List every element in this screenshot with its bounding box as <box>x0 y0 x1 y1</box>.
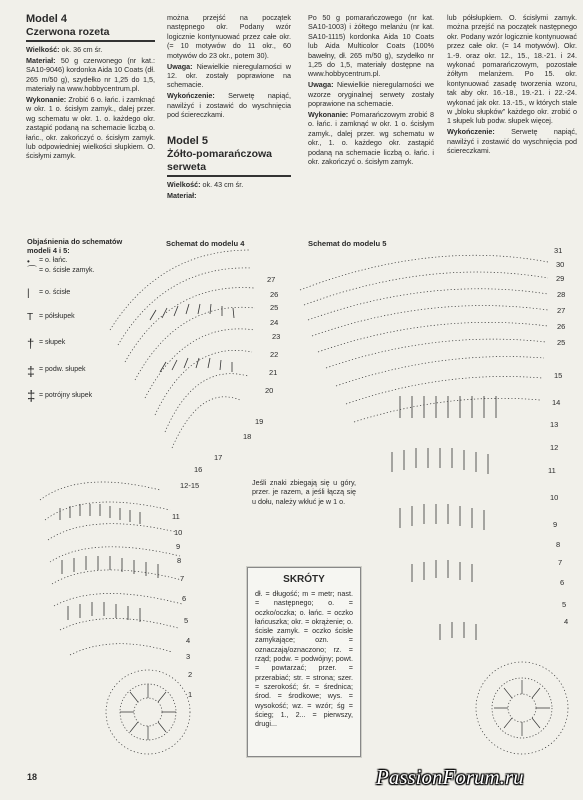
schema4-row-26: 26 <box>270 290 279 299</box>
model5-instructions-cont: lub półsłupkiem. O. ścisłymi zamyk. można przejść na początek następnego okr. Podany wzór logicznie kontynuować przez całe okr. (= 14 motywów). Okr. 1.-9. oraz okr. 12., 15., 18.-21. i 24. wykonać pomarańczowym, pozostałe żółtym melanżem. Po 15. okr. kontynuować zasadę tworzenia wzoru, tak aby okr. 16.-18., 19.-21. i 22.-24. wykonać jak okr. 13.-15., w których stale w „bloku słupków” każdego okr. zrobić o 1 słupek lub podw. słupek więcej. <box>447 13 577 126</box>
schema5-row-26: 26 <box>557 322 566 331</box>
schema4-row-11: 11 <box>172 512 180 521</box>
legend-double: † = słupek <box>27 336 66 351</box>
schema4-row-3: 3 <box>186 652 191 661</box>
schema4-row-17: 17 <box>214 453 223 462</box>
abbreviations-text: dł. = długość; m = metr; nast. = następnego; o. = oczko/oczka; o. łańc. = oczko łańcuszka; okr. = okrążenie; o. ścisłe zamyk. = oczko ścisłe zamykające; ozn. = oznaczają/oznaczono; rz. = rząd; podw. = podwójny; powt. = powtarzać; przer. = przerabiać; str. = strona; szer. = szerokość; śr. = średnica; środ. = środkowe; wys. = wysokość; wz. = wzór; śg = ścieg; 1., 2... = pierwszy, drugi... <box>255 589 353 729</box>
schema5-row-29: 29 <box>556 274 565 283</box>
schema4-row-7: 7 <box>180 574 185 583</box>
schema4-row-19: 19 <box>255 417 264 426</box>
schema5-caption: Schemat do modelu 5 <box>308 239 387 248</box>
schema4-row-16: 16 <box>194 465 203 474</box>
legend-half-double: T = półsłupek <box>27 312 75 323</box>
schema4-row-5: 5 <box>184 616 189 625</box>
legend-treble: ‡ = podw. słupek <box>27 363 86 379</box>
schema4-row-18: 18 <box>243 432 252 441</box>
schema5-row-14: 14 <box>552 398 561 407</box>
schema4-row-27: 27 <box>267 275 276 284</box>
schema4-row-23: 23 <box>272 332 281 341</box>
legend-title-2: modeli 4 i 5: <box>27 246 70 255</box>
model4-material: Materiał: 50 g czerwonego (nr kat.: SA10-9046) kordonka Aida 10 Coats (dł. 265 m/50 g), szydełko nr 1,25 do 1,5, materiały na www.hobbycentrum.pl. <box>26 55 155 94</box>
schema4-row-9: 9 <box>176 542 181 551</box>
legend-title-1: Objaśnienia do schematów <box>27 237 123 246</box>
schema4-row-25: 25 <box>270 303 279 312</box>
legend-chain: • = o. łańc. <box>27 257 68 266</box>
schema5-row-13: 13 <box>550 420 559 429</box>
schema4-row-4: 4 <box>186 636 191 645</box>
schema4-row-2: 2 <box>188 670 193 679</box>
model4-instructions-cont: można przejść na początek następnego okr. Podany wzór logicznie kontynuować przez całe okr. (= 10 motywów do 11 okr., 60 motywów do 23 okr., potem 30). <box>167 13 291 60</box>
schema5-row-5: 5 <box>562 600 567 609</box>
schema5-row-6: 6 <box>560 578 565 587</box>
schema5-row-9: 9 <box>553 520 558 529</box>
schema4-row-20: 20 <box>265 386 274 395</box>
model4-note: Uwaga: Niewielkie nieregularności w 12. okr. zostały poprawione na schemacie. <box>167 61 291 90</box>
page-number: 18 <box>27 772 38 782</box>
model5-note: Uwaga: Niewielkie nieregularności we wzorze oryginalnej serwety zostały poprawione na schemacie. <box>308 80 434 109</box>
model4-instructions: Wykonanie: Zrobić 6 o. łańc. i zamknąć w okr. 1 o. ścisłym zamyk., dalej przer. wg schematu w okr. 1. o. każdego okr. zastąpić podaną na schemacie liczbą o. łańc., okr. zakończyć o. ścisłym zamyk. lub odpowiedniej wielkości słupkiem. O. ścisłymi zamyk. <box>26 95 155 161</box>
legend-slip-stitch: ⌒ = o. ścisłe zamyk. <box>27 266 95 277</box>
schema4-row-8: 8 <box>177 556 182 565</box>
schema5-row-25: 25 <box>557 338 566 347</box>
schema4-caption: Schemat do modelu 4 <box>166 239 245 248</box>
schema5-row-10: 10 <box>550 493 559 502</box>
schema5-row-28: 28 <box>557 290 566 299</box>
model5-size: Wielkość: ok. 43 cm śr. <box>167 180 244 189</box>
schema4-row-1: 1 <box>188 690 193 699</box>
schema5-row-27: 27 <box>557 306 566 315</box>
model4-subtitle: Czerwona rozeta <box>26 26 155 42</box>
model4-title: Model 4 <box>26 13 67 25</box>
model5-material-start: Materiał: <box>167 190 197 200</box>
schema5-row-15: 15 <box>554 371 563 380</box>
model5-title: Model 5 <box>167 135 208 147</box>
schema5-row-11: 11 <box>548 466 556 475</box>
model5-instructions: Wykonanie: Pomarańczowym zrobić 8 o. łańc. i zamknąć w okr. 1 o. ścisłym zamyk., dalej przer. wg schematu w okr., 1. o. każdego okr. zastąpić podaną na schemacie liczbą o. łańc. i okr. zakończyć o. ścisłym zamyk. <box>308 110 434 167</box>
schema4-row-22: 22 <box>270 350 279 359</box>
joining-note: Jeśli znaki zbiegają się u góry, przer. je razem, a jeśli łączą się u dołu, należy wkłuć je w 1 o. <box>252 478 356 506</box>
schema4-row-10: 10 <box>174 528 183 537</box>
schema4-row-12-15: 12-15 <box>180 481 200 490</box>
model5-material: Po 50 g pomarańczowego (nr kat. SA10-1003) i żółtego melanżu (nr kat. SA10-1115) kordonka Aida 10 Coats lub Aida Multicolor Coats (100% bawełny, dł. 265 m/50 g), szydełko nr 1,25 do 1,5, materiały dostępne na www.hobbycentrum.pl. <box>308 13 434 79</box>
abbreviations-title: SKRÓTY <box>283 574 325 585</box>
schema5-row-31: 31 <box>554 246 563 255</box>
schema5-row-30: 30 <box>556 260 565 269</box>
model4-size: Wielkość: ok. 36 cm śr. <box>26 45 103 54</box>
model5-finishing: Wykończenie: Serwetę napiąć, nawilżyć i zostawić do wyschnięcia pod ściereczkami. <box>447 127 577 156</box>
watermark: PassionForum.ru <box>376 765 524 789</box>
schema5-row-7: 7 <box>558 558 563 567</box>
schema5-row-12: 12 <box>550 443 559 452</box>
schema4-row-24: 24 <box>270 318 279 327</box>
schema5-row-4: 4 <box>564 617 569 626</box>
legend-single-crochet: | = o. ścisłe <box>27 288 71 299</box>
legend-triple-treble: ‡ = potrójny słupek <box>27 388 93 405</box>
model4-finishing: Wykończenie: Serwetę napiąć, nawilżyć i zostawić do wyschnięcia pod ściereczkami. <box>167 91 291 120</box>
model5-subtitle: Żółto-pomarańczowa serweta <box>167 148 291 177</box>
schema4-row-6: 6 <box>182 594 187 603</box>
abbreviations-box <box>247 567 361 757</box>
schema5-row-8: 8 <box>556 540 561 549</box>
schema4-row-21: 21 <box>269 368 278 377</box>
